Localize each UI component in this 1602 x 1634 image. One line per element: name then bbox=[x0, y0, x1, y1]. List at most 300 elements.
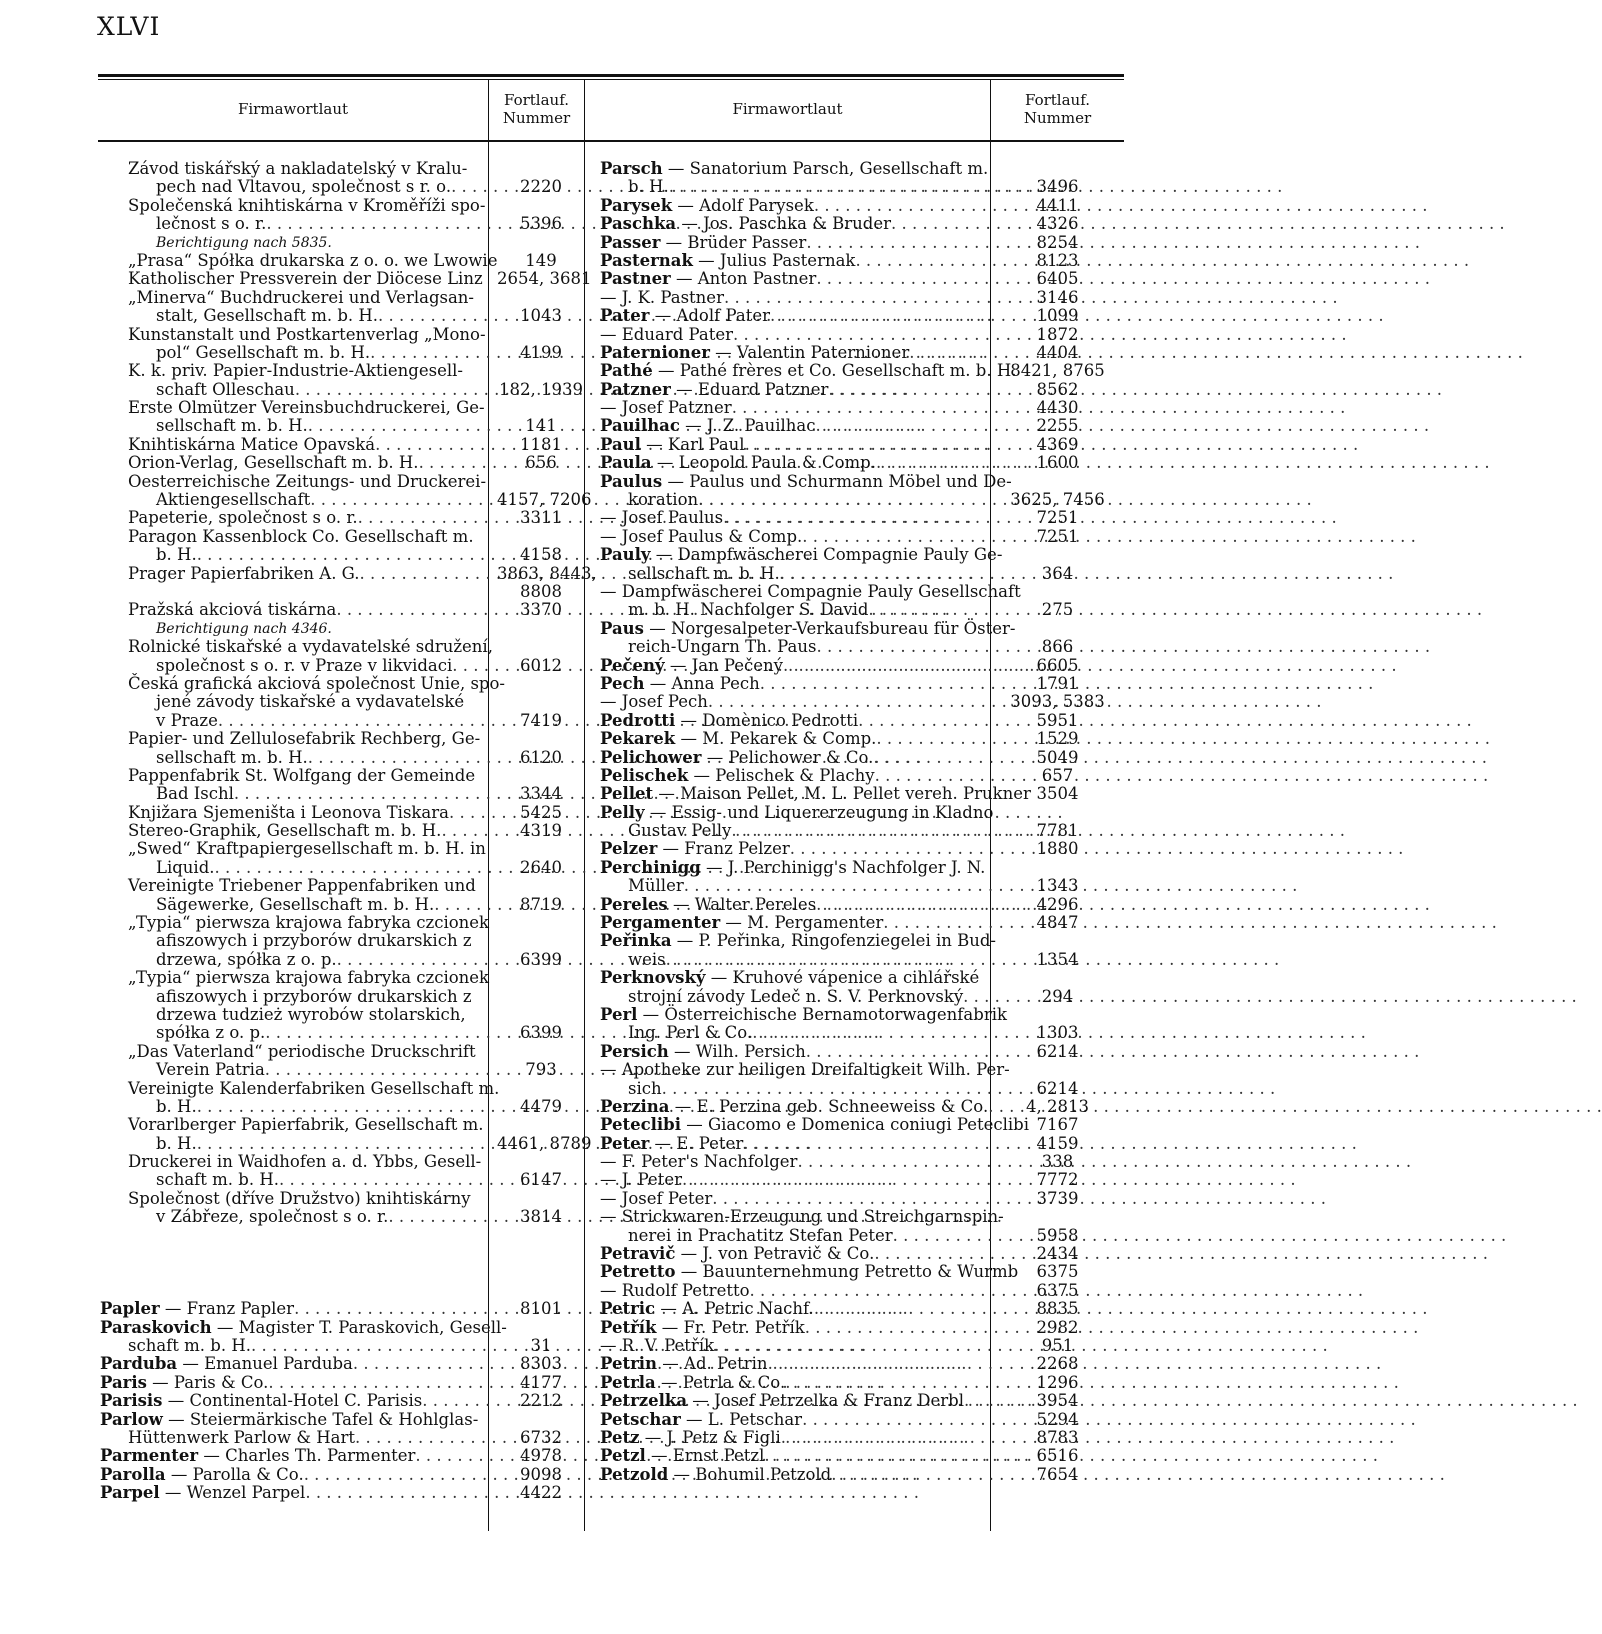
firm-name: — P. Peřinka, Ringofenziegelei in Bud- bbox=[671, 931, 997, 951]
entry-number: 793 bbox=[525, 1060, 557, 1080]
firm-name: — Österreichische Bernamotorwagenfabrik bbox=[637, 1004, 1007, 1024]
entry-text bbox=[600, 326, 991, 344]
table-row bbox=[100, 951, 585, 969]
dot-leader bbox=[666, 951, 1280, 969]
entry-number: 4326 bbox=[1036, 214, 1079, 234]
firm-name: — Sanatorium Parsch, Gesellschaft m. bbox=[662, 159, 989, 178]
entry-number: 1099 bbox=[1036, 306, 1079, 326]
table-row bbox=[600, 1208, 1124, 1226]
firm-name: „Prasa“ Spółka drukarska z o. o. we Lwowie bbox=[128, 250, 498, 270]
entry-text bbox=[600, 289, 991, 307]
entry-text bbox=[100, 399, 497, 417]
table-row bbox=[600, 1098, 1124, 1116]
table-row bbox=[100, 767, 585, 785]
firm-name: — L. Petschar bbox=[680, 1409, 803, 1429]
table-row bbox=[600, 362, 1124, 380]
firm-name: b. H. bbox=[628, 177, 669, 197]
dot-leader bbox=[662, 1080, 1276, 1098]
entry-text bbox=[100, 1116, 497, 1134]
firm-name: — Parolla & Co. bbox=[165, 1464, 304, 1484]
firm-name: — Anna Pech bbox=[644, 673, 760, 693]
entry-number: 4430 bbox=[1036, 398, 1079, 418]
dot-leader bbox=[873, 749, 1487, 767]
firm-keyword: Papler bbox=[100, 1299, 160, 1319]
firm-name: reich-Ungarn Th. Paus bbox=[628, 637, 817, 657]
entry-text bbox=[100, 1190, 497, 1208]
entry-number bbox=[497, 730, 585, 748]
entry-text bbox=[100, 969, 497, 987]
firm-name: — Karl Paul bbox=[640, 434, 745, 454]
entry-number: 7251 bbox=[1036, 526, 1079, 546]
dot-leader bbox=[891, 215, 1505, 233]
firm-keyword: Petric bbox=[600, 1299, 656, 1319]
entry-text bbox=[100, 693, 497, 711]
entry-text bbox=[600, 454, 991, 472]
entry-text bbox=[600, 840, 991, 858]
entry-text bbox=[600, 1429, 991, 1447]
entry-number: 6516 bbox=[1036, 1446, 1079, 1466]
firm-name: Prager Papierfabriken A. G. bbox=[128, 563, 360, 583]
table-row bbox=[600, 565, 1124, 583]
firm-name: „Das Vaterland“ periodische Druckschrift bbox=[128, 1041, 476, 1061]
table-row bbox=[600, 160, 1124, 178]
table-row bbox=[100, 1300, 585, 1318]
table-row bbox=[600, 822, 1124, 840]
firm-name: — M. Pekarek & Comp. bbox=[675, 729, 877, 749]
entry-text bbox=[100, 1282, 497, 1300]
dot-leader bbox=[893, 1227, 1507, 1245]
table-row bbox=[600, 289, 1124, 307]
firm-name: Erste Olmützer Vereinsbuchdruckerei, Ge- bbox=[128, 398, 485, 418]
firm-name: Kunstanstalt und Postkartenverlag „Mono- bbox=[128, 324, 486, 344]
entry-number: 4978 bbox=[520, 1446, 562, 1466]
entry-number: 7251 bbox=[1036, 508, 1079, 528]
table-row bbox=[100, 1319, 585, 1337]
entry-text bbox=[600, 1319, 991, 1337]
entry-number: 2212 bbox=[520, 1391, 562, 1411]
table-row bbox=[100, 896, 585, 914]
firm-name: b. H. bbox=[156, 1096, 197, 1116]
firm-name: — Eduard Pater bbox=[600, 324, 733, 344]
firm-keyword: Perl bbox=[600, 1004, 638, 1024]
firm-name: — E. Perzina geb. Schneeweiss & Co. bbox=[669, 1096, 989, 1116]
table-row bbox=[100, 160, 585, 178]
entry-number: 6732 bbox=[520, 1427, 562, 1447]
table-row bbox=[100, 932, 585, 950]
firm-keyword: Paschka bbox=[600, 214, 677, 234]
firm-keyword: Petretto bbox=[600, 1262, 676, 1282]
entry-number: 3625, 7456 bbox=[1010, 490, 1105, 510]
table-row bbox=[100, 583, 585, 601]
entry-text bbox=[600, 1466, 991, 1484]
table-row bbox=[100, 749, 585, 767]
firm-name: Vereinigte Triebener Pappenfabriken und bbox=[128, 876, 476, 896]
entry-text bbox=[600, 1411, 991, 1429]
entry-text bbox=[600, 1060, 1010, 1080]
entry-number bbox=[497, 675, 585, 693]
table-row bbox=[600, 1043, 1124, 1061]
firm-keyword: Passer bbox=[600, 232, 661, 252]
firm-keyword: Pedrotti bbox=[600, 710, 676, 730]
entry-number: 3370 bbox=[520, 600, 562, 620]
entry-number: 338 bbox=[1041, 1152, 1074, 1172]
entry-text bbox=[600, 693, 991, 711]
entry-number: 8719 bbox=[520, 894, 562, 914]
table-row bbox=[600, 1466, 1124, 1484]
firm-name: — J. Z. Pauilhac bbox=[679, 416, 816, 436]
firm-name: Druckerei in Waidhofen a. d. Ybbs, Gesell- bbox=[128, 1152, 482, 1172]
firm-name: — Continental-Hotel C. Parisis bbox=[162, 1391, 423, 1411]
firm-name: Rolnické tiskařské a vydavatelské sdružení, bbox=[128, 637, 493, 657]
page-number: XLVI bbox=[97, 12, 161, 41]
table-row bbox=[100, 252, 585, 270]
entry-text bbox=[600, 381, 991, 399]
table-row bbox=[600, 546, 1124, 564]
firm-keyword: Pelischek bbox=[600, 765, 689, 785]
firm-name: Orion-Verlag, Gesellschaft m. b. H. bbox=[128, 453, 419, 473]
table-row bbox=[100, 417, 585, 435]
firm-name: — Apotheke zur heiligen Dreifaltigkeit Wilh. Per- bbox=[600, 1060, 1010, 1080]
entry-text bbox=[600, 730, 991, 748]
entry-number: 6399 bbox=[520, 949, 562, 969]
entry-number: 31 bbox=[530, 1336, 552, 1355]
firm-name: v Zábřeze, společnost s o. r. bbox=[156, 1207, 389, 1227]
entry-number bbox=[991, 969, 1124, 987]
table-row bbox=[100, 1098, 585, 1116]
entry-number bbox=[497, 1080, 585, 1098]
firm-name: — Pelischek & Plachy bbox=[688, 765, 875, 785]
firm-name: — Bauunternehmung Petretto & Wurmb bbox=[675, 1262, 1019, 1282]
firm-name: Bad Ischl bbox=[156, 784, 234, 804]
dot-leader bbox=[855, 252, 1469, 270]
entry-text bbox=[100, 896, 497, 914]
entry-text bbox=[600, 1207, 1004, 1227]
entry-text bbox=[100, 1153, 497, 1171]
entry-text bbox=[100, 1024, 497, 1042]
table-row bbox=[100, 546, 585, 564]
table-row bbox=[100, 1208, 585, 1226]
firm-name: jené závody tiskařské a vydavatelské bbox=[156, 692, 465, 712]
firm-name: — F. Peter's Nachfolger bbox=[600, 1152, 798, 1172]
firm-keyword: Perknovský bbox=[600, 968, 706, 988]
firm-name: — J. K. Pastner bbox=[600, 287, 724, 307]
firm-name: — J. von Petravič & Co. bbox=[675, 1244, 875, 1264]
entry-text bbox=[100, 1227, 497, 1245]
entry-text bbox=[600, 581, 1021, 601]
firm-name: — M. Pergamenter bbox=[720, 913, 884, 933]
table-row bbox=[600, 840, 1124, 858]
table-row bbox=[100, 473, 585, 491]
table-row bbox=[100, 822, 585, 840]
firm-name: schaft Olleschau bbox=[156, 379, 295, 399]
entry-text bbox=[100, 1300, 497, 1318]
firm-keyword: Pelichower bbox=[600, 747, 702, 767]
entry-number: 149 bbox=[525, 250, 557, 270]
top-rule bbox=[98, 74, 1124, 77]
entry-number bbox=[497, 362, 585, 380]
dot-leader bbox=[875, 767, 1489, 785]
entry-number: 9098 bbox=[520, 1464, 562, 1484]
entry-text bbox=[600, 877, 991, 895]
firm-name: — Franz Papler bbox=[159, 1299, 295, 1319]
entry-number bbox=[991, 932, 1124, 950]
entry-number: 3814 bbox=[520, 1207, 562, 1227]
firm-keyword: Pellet bbox=[600, 784, 654, 804]
table-row bbox=[100, 326, 585, 344]
dot-leader bbox=[305, 1484, 919, 1502]
entry-text bbox=[600, 951, 991, 969]
firm-keyword: Peřinka bbox=[600, 931, 672, 951]
entry-number bbox=[497, 1263, 585, 1281]
entry-text bbox=[100, 1043, 497, 1061]
entry-number: 6012 bbox=[520, 655, 562, 675]
firm-name: Vorarlberger Papierfabrik, Gesellschaft m. bbox=[128, 1115, 484, 1135]
table-row bbox=[600, 601, 1124, 619]
table-row bbox=[600, 1171, 1124, 1189]
entry-number: 3311 bbox=[520, 508, 562, 528]
dot-leader bbox=[682, 1171, 1296, 1189]
firm-keyword: Paul bbox=[600, 434, 641, 454]
table-row bbox=[600, 1245, 1124, 1263]
table-row bbox=[600, 638, 1124, 656]
entry-number: 1529 bbox=[1036, 729, 1079, 749]
table-row bbox=[100, 381, 585, 399]
entry-number bbox=[497, 620, 585, 638]
firm-name: — Petrla & Co. bbox=[655, 1372, 786, 1392]
table-row bbox=[100, 528, 585, 546]
firm-name: Sägewerke, Gesellschaft m. b. H. bbox=[156, 894, 435, 914]
firm-name: — Norgesalpeter-Verkaufsbureau für Öster- bbox=[643, 618, 1016, 638]
entry-text bbox=[100, 326, 497, 344]
table-row bbox=[600, 859, 1124, 877]
firm-name: — Josef Paulus & Comp. bbox=[600, 526, 803, 546]
entry-text bbox=[100, 289, 497, 307]
firm-keyword: Petzl bbox=[600, 1446, 646, 1466]
firm-name: — Leopold Paula & Comp. bbox=[651, 453, 876, 473]
firm-keyword: Pauilhac bbox=[600, 416, 680, 436]
entry-number bbox=[991, 859, 1124, 877]
firm-name: — Adolf Pater bbox=[649, 306, 770, 326]
entry-text bbox=[600, 178, 991, 196]
entry-number: 4157, 7206 bbox=[497, 490, 592, 510]
firm-keyword: Peteclibi bbox=[600, 1115, 681, 1135]
firm-name: drzewa, spółka z o. p. bbox=[156, 949, 337, 969]
entry-number bbox=[991, 160, 1124, 178]
table-row bbox=[600, 1355, 1124, 1373]
table-row bbox=[100, 914, 585, 932]
table-row bbox=[600, 620, 1124, 638]
entry-number: 2434 bbox=[1036, 1244, 1079, 1264]
entry-number: 1043 bbox=[520, 306, 562, 326]
entry-number: 3504 bbox=[1036, 784, 1079, 804]
entry-text bbox=[600, 638, 991, 656]
entry-text bbox=[100, 1374, 497, 1392]
table-row bbox=[100, 675, 585, 693]
table-row bbox=[100, 1061, 585, 1079]
entry-text bbox=[100, 1006, 497, 1024]
table-row bbox=[100, 1245, 585, 1263]
entry-number: 3344 bbox=[520, 784, 562, 804]
table-row bbox=[100, 563, 597, 583]
table-row bbox=[600, 509, 1124, 527]
table-row bbox=[100, 712, 585, 730]
entry-text bbox=[100, 473, 497, 491]
firm-name: — Charles Th. Parmenter bbox=[198, 1446, 416, 1466]
entry-number: 8123 bbox=[1036, 250, 1079, 270]
entry-text bbox=[600, 270, 991, 288]
entry-number: 8303 bbox=[520, 1354, 562, 1374]
entry-text bbox=[600, 1190, 991, 1208]
entry-number: 6214 bbox=[1036, 1041, 1079, 1061]
entry-text bbox=[600, 784, 1031, 804]
entry-number bbox=[497, 638, 585, 656]
firm-name: — Walter Pereles bbox=[667, 894, 817, 914]
entry-number: 8808 bbox=[520, 581, 562, 601]
table-row bbox=[600, 1282, 1124, 1300]
entry-number bbox=[497, 1245, 585, 1263]
firm-name: — Paris & Co. bbox=[146, 1372, 269, 1392]
entry-number: 8254 bbox=[1036, 232, 1079, 252]
entry-number bbox=[497, 969, 585, 987]
entry-text bbox=[600, 767, 991, 785]
entry-number: 951 bbox=[1041, 1336, 1074, 1355]
firm-keyword: Perchinigg bbox=[600, 857, 701, 877]
entry-text bbox=[100, 1447, 497, 1465]
firm-keyword: Petřík bbox=[600, 1317, 657, 1337]
entry-number bbox=[991, 546, 1124, 564]
entry-number: 1303 bbox=[1036, 1023, 1079, 1043]
firm-keyword: Patzner bbox=[600, 379, 671, 399]
firm-name: strojní závody Ledeč n. S. V. Perknovský bbox=[628, 986, 964, 1006]
table-row bbox=[100, 693, 585, 711]
table-row bbox=[600, 1227, 1124, 1245]
entry-number bbox=[497, 1190, 585, 1208]
entry-text bbox=[600, 361, 1017, 381]
firm-name: — R. V. Petřík bbox=[600, 1336, 715, 1355]
entry-number: 4404 bbox=[1036, 342, 1079, 362]
entry-text bbox=[600, 618, 1016, 638]
entry-text bbox=[600, 657, 991, 675]
entry-text bbox=[100, 381, 497, 399]
left-entry-list bbox=[100, 159, 597, 1503]
table-row bbox=[100, 601, 585, 619]
entry-number: 6399 bbox=[520, 1023, 562, 1043]
firm-name: — Essig- und Liquererzeugung in Kladno bbox=[644, 802, 994, 822]
entry-text bbox=[100, 215, 497, 233]
firm-name: Gustav Pelly bbox=[628, 821, 732, 841]
table-row bbox=[600, 1006, 1124, 1024]
table-row bbox=[100, 859, 585, 877]
entry-number: 866 bbox=[1041, 637, 1074, 657]
entry-text bbox=[600, 712, 991, 730]
firm-name: — Pelichower & Co. bbox=[701, 747, 874, 767]
table-row bbox=[600, 270, 1124, 288]
entry-number: 2268 bbox=[1036, 1354, 1079, 1374]
firm-keyword: Pauly bbox=[600, 545, 651, 565]
firm-name: Aktiengesellschaft bbox=[156, 490, 311, 510]
entry-number bbox=[497, 1043, 585, 1061]
table-row bbox=[100, 234, 585, 252]
entry-number: 182, 1939 bbox=[499, 379, 583, 399]
firm-name: — Julius Pasternak bbox=[692, 250, 856, 270]
entry-text bbox=[100, 951, 497, 969]
table-row bbox=[600, 767, 1124, 785]
table-row bbox=[600, 307, 1124, 325]
entry-number: 4177 bbox=[520, 1372, 562, 1392]
table-row bbox=[600, 528, 1124, 546]
entry-number: 1343 bbox=[1036, 876, 1079, 896]
firm-name: — A. Petric Nachf. bbox=[655, 1299, 814, 1319]
firm-name: drzewa tudzież wyrobów stolarskich, bbox=[156, 1004, 466, 1024]
firm-keyword: Persich bbox=[600, 1041, 669, 1061]
entry-text bbox=[600, 528, 991, 546]
firm-name: — Kruhové vápenice a cihlářské bbox=[705, 968, 980, 988]
table-row bbox=[100, 307, 585, 325]
entry-number bbox=[497, 289, 585, 307]
table-row bbox=[100, 1429, 585, 1447]
firm-name: — Steiermärkische Tafel & Hohlglas- bbox=[162, 1409, 479, 1429]
table-row bbox=[100, 988, 585, 1006]
entry-text bbox=[600, 344, 991, 362]
table-row bbox=[600, 675, 1124, 693]
column-header-fortlauf: Fortlauf. bbox=[503, 91, 569, 109]
entry-number: 3146 bbox=[1036, 287, 1079, 307]
entry-text bbox=[100, 1484, 497, 1502]
table-row bbox=[600, 712, 1124, 730]
entry-text bbox=[600, 565, 991, 583]
entry-text bbox=[600, 914, 991, 932]
table-row bbox=[100, 804, 585, 822]
entry-number bbox=[497, 160, 585, 178]
entry-text bbox=[100, 1317, 507, 1337]
entry-text bbox=[100, 988, 497, 1006]
entry-number: 3863, 8443, bbox=[497, 563, 597, 583]
firm-name: Hüttenwerk Parlow & Hart bbox=[128, 1427, 356, 1447]
firm-name: Česká grafická akciová společnost Unie, spo- bbox=[128, 673, 505, 693]
entry-text bbox=[600, 1282, 991, 1300]
entry-number: 6214 bbox=[1036, 1078, 1079, 1098]
firm-name: — Strickwaren-Erzeugung und Streichgarnspin- bbox=[600, 1207, 1004, 1227]
entry-number: 657 bbox=[1041, 765, 1074, 785]
dot-leader bbox=[883, 914, 1497, 932]
firm-name: — Wenzel Parpel bbox=[159, 1483, 306, 1503]
entry-number bbox=[497, 693, 585, 711]
firm-name: — Brüder Passer bbox=[660, 232, 807, 252]
firm-name: Liquid. bbox=[156, 857, 215, 877]
entry-number: 6605 bbox=[1036, 655, 1079, 675]
firm-keyword: Parolla bbox=[100, 1464, 166, 1484]
table-row bbox=[600, 436, 1124, 454]
entry-number bbox=[991, 1061, 1124, 1079]
table-row bbox=[600, 1061, 1124, 1079]
entry-number bbox=[497, 399, 585, 417]
header-left-num-col bbox=[489, 80, 584, 138]
firm-name: — Emanuel Parduba bbox=[177, 1354, 353, 1374]
entry-text bbox=[100, 270, 497, 288]
firm-name: — Maison Pellet, M. L. Pellet vereh. Prukner bbox=[653, 784, 1031, 804]
dot-leader bbox=[669, 178, 1283, 196]
firm-name: pech nad Vltavou, společnost s r. o. bbox=[156, 177, 452, 197]
entry-number bbox=[497, 473, 585, 491]
table-row bbox=[100, 1227, 585, 1245]
entry-number bbox=[497, 234, 585, 252]
firm-name: Vereinigte Kalenderfabriken Gesellschaft m. bbox=[128, 1078, 500, 1098]
entry-number: 4461, 8789 bbox=[497, 1133, 592, 1153]
table-row bbox=[600, 1116, 1124, 1134]
entry-number bbox=[497, 1006, 585, 1024]
firm-keyword: Paris bbox=[100, 1372, 147, 1392]
table-row bbox=[600, 988, 1124, 1006]
